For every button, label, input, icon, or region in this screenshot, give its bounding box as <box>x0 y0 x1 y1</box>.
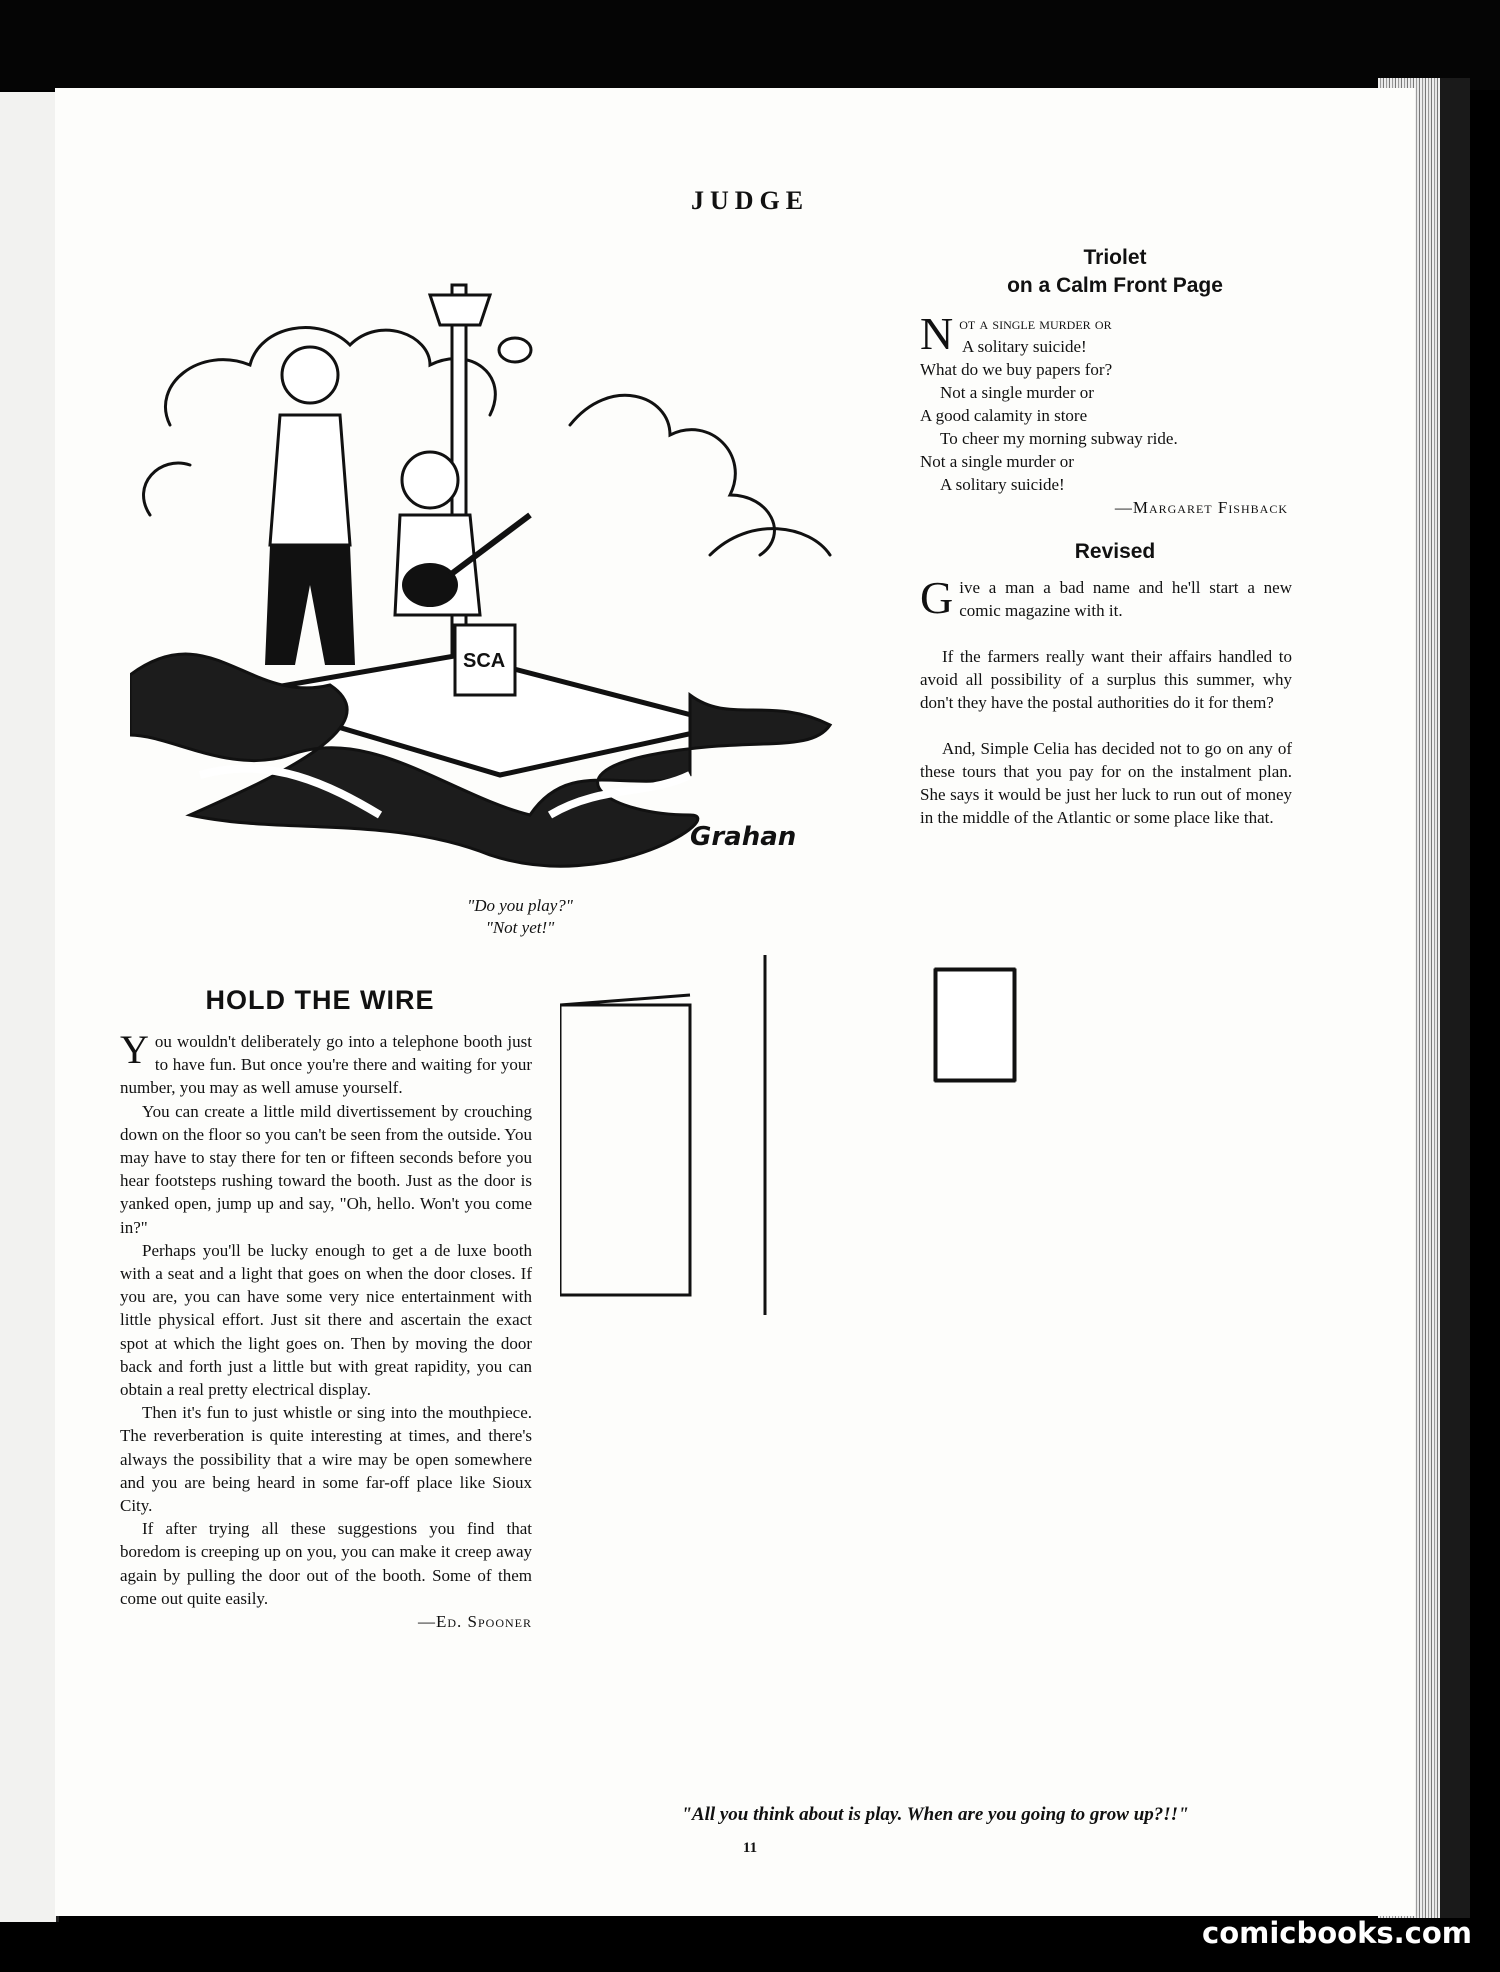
revised-body <box>920 572 1292 852</box>
poem-title-line1: Triolet <box>1083 246 1147 269</box>
poem-line: To cheer my morning subway ride. <box>940 429 1178 448</box>
poem-line: ot a single murder or <box>959 314 1112 333</box>
article-para: If after trying all these suggestions you find that boredom is creeping up on you, you can make it creep away again by pulling the door out of the booth. Some of them come out quite easily. <box>120 1519 532 1608</box>
scan-top-border <box>0 0 1500 90</box>
poem-line: A solitary suicide! <box>940 475 1065 494</box>
cartoon1-signature: Grahan <box>690 822 797 852</box>
facing-page-edge <box>0 92 59 1922</box>
article-para: ou wouldn't deliberately go into a telephone booth just to have fun. But once you're there and waiting for your number, you may as well amuse yourself. <box>120 1032 532 1098</box>
poem-byline: —Margaret Fishback <box>1114 498 1288 517</box>
article-title: HOLD THE WIRE <box>205 985 435 1015</box>
book-shadow <box>1440 78 1470 1918</box>
cartoon-raft-illustration <box>130 255 870 885</box>
cartoon1-caption <box>400 895 640 939</box>
poem-line: What do we buy papers for? <box>920 360 1113 379</box>
article-byline: —Ed. Spooner <box>417 1612 532 1632</box>
cartoon-living-room-illustration <box>560 955 1300 1795</box>
poem-title-line2: on a Calm Front Page <box>1007 274 1223 297</box>
article-body <box>120 1027 532 1633</box>
revised-para: If the farmers really want their affairs handled to avoid all possibility of a surplus this summer, why don't they have the postal authorities do it for them? <box>920 647 1292 712</box>
crate-label: SCA <box>463 650 506 672</box>
cartoon2-caption: "All you think about is play. When are you going to grow up?!!" <box>681 1804 1189 1825</box>
revised-para: And, Simple Celia has decided not to go on any of these tours that you pay for on the instalment plan. She says it would be just her luck to run out of money in the middle of the Atlantic or some place like that. <box>920 739 1292 827</box>
poem-line: Not a single murder or <box>940 383 1094 402</box>
poem-dropcap: N <box>920 308 954 359</box>
caption-line: "Not yet!" <box>485 918 555 937</box>
masthead: JUDGE <box>690 186 810 215</box>
poem-line: Not a single murder or <box>920 452 1074 471</box>
poem-line: A solitary suicide! <box>962 337 1087 356</box>
revised-title: Revised <box>1074 540 1156 563</box>
article-para: You can create a little mild divertissement by crouching down on the floor so you can't be seen from the outside. You may have to stay there for ten or fifteen seconds before you hear footsteps rushing toward the booth. Just as the door is yanked open, jump up and say, "Oh, hello. Won't you come in?" <box>120 1101 532 1237</box>
revised-para: ive a man a bad name and he'll start a new comic magazine with it. <box>959 578 1292 620</box>
watermark: comicbooks.com <box>1202 1916 1472 1950</box>
poem-line: A good calamity in store <box>920 406 1088 425</box>
article-para: Perhaps you'll be lucky enough to get a de luxe booth with a seat and a light that goes on when the door closes. If you are, you can have some very nice entertainment with little physical effort. Just sit there and ascertain the exact spot at which the light goes on. Then by moving the door back and forth just a little but with great rapidity, you can obtain a real pretty electrical display. <box>120 1240 532 1400</box>
revised-dropcap: G <box>920 572 954 623</box>
caption-line: "Do you play?" <box>467 896 573 915</box>
article-para: Then it's fun to just whistle or sing into the mouthpiece. The reverberation is quite interesting at times, and there's always the possibility that a wire may be open somewhere and you are being heard in some far-off place like Sioux City. <box>120 1403 532 1516</box>
page-number: 11 <box>742 1840 758 1856</box>
article-dropcap: Y <box>120 1027 149 1072</box>
poem-body <box>920 308 1300 519</box>
